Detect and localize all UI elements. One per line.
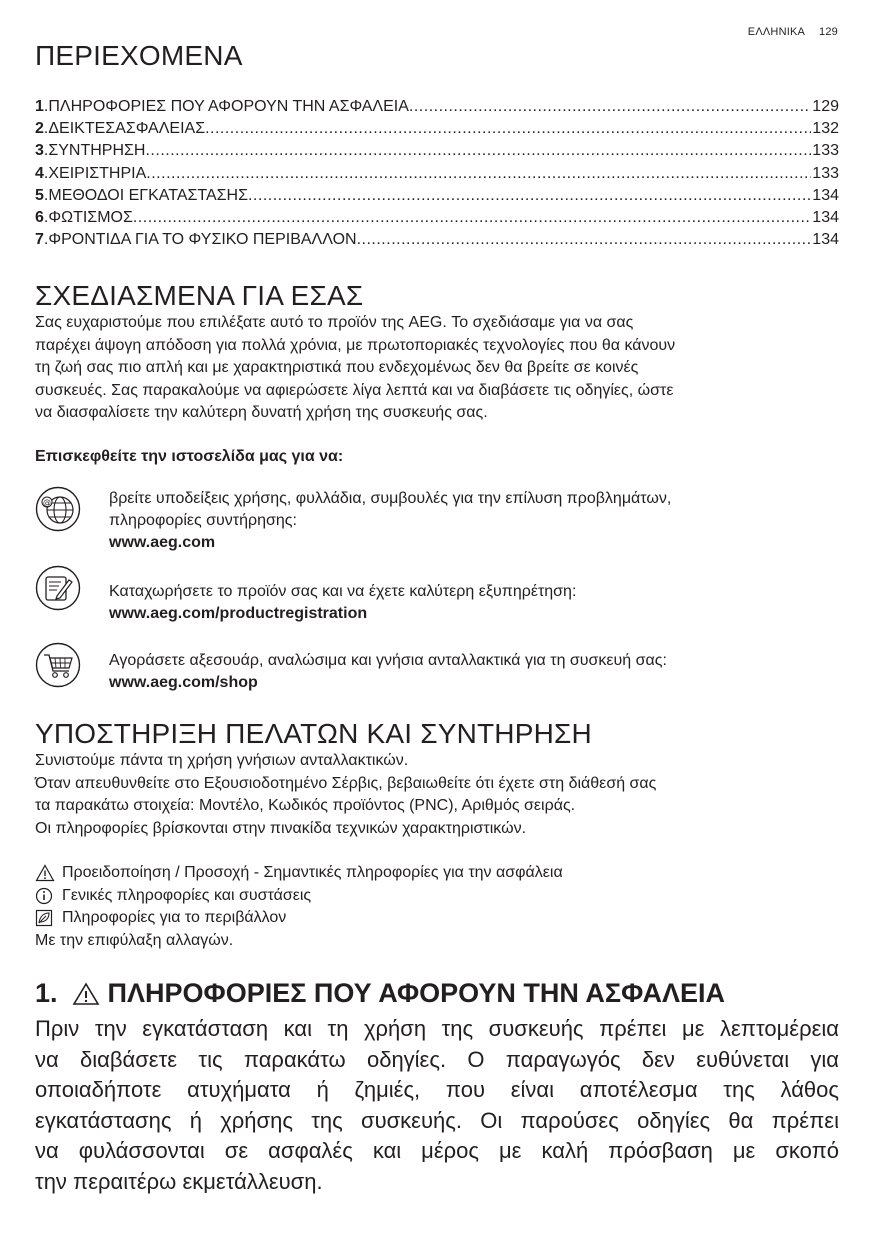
toc-item-label: ΣΥΝΤΗΡΗΣΗ [48, 142, 146, 160]
toc-item[interactable] [35, 207, 839, 229]
safety-line: να φυλάσσονται σε ασφαλές και μέρος με καλή πρόσβαση με σκοπό [35, 1138, 839, 1163]
designed-line: Σας ευχαριστούμε που επιλέξατε αυτό το προϊόν της AEG. Το σχεδιάσαμε για να σας [35, 314, 634, 331]
shopping-cart-icon [35, 642, 81, 688]
visit-item-registration [35, 565, 835, 622]
support-line: Συνιστούμε πάντα τη χρήση γνήσιων ανταλλακτικών. [35, 752, 409, 769]
designed-paragraph [35, 312, 675, 425]
toc-item-number: 3 [35, 142, 44, 160]
toc-item-label: ΔΕΙΚΤΕΣΑΣΦΑΛΕΙΑΣ [48, 120, 206, 138]
visit-line: πληροφορίες συντήρησης: [109, 512, 297, 529]
toc-item-number: 2 [35, 120, 44, 138]
safety-line: την περαιτέρω εκμετάλλευση. [35, 1168, 323, 1194]
toc-title: ΠΕΡΙΕΧΟΜΕΝΑ [35, 40, 243, 71]
table-of-contents [35, 96, 839, 251]
page-header [748, 26, 838, 38]
toc-item-page: 134 [812, 208, 839, 226]
toc-item-page: 133 [812, 164, 839, 182]
support-footer: Με την επιφύλαξη αλλαγών. [35, 931, 234, 949]
toc-item[interactable] [35, 118, 839, 140]
toc-item-page: 134 [812, 231, 839, 249]
toc-item-page: 129 [812, 98, 839, 115]
legend-row [35, 885, 563, 908]
toc-item-number: 5 [35, 186, 44, 204]
toc-item-number: 6 [35, 208, 44, 226]
toc-item-separator: . [43, 98, 49, 115]
toc-item-label: ΜΕΘΟΔΟΙ ΕΓΚΑΤΑΣΤΑΣΗΣ [48, 186, 248, 204]
safety-section-title [35, 978, 725, 1009]
visit-line: Καταχωρήσετε το προϊόν σας και να έχετε καλύτερη εξυπηρέτηση: [109, 583, 577, 600]
toc-item-separator: . [43, 142, 49, 160]
info-icon [35, 887, 55, 905]
toc-leader [133, 207, 811, 229]
toc-item-separator: . [43, 164, 49, 182]
safety-section-heading: ΠΛΗΡΟΦΟΡΙΕΣ ΠΟΥ ΑΦΟΡΟΥΝ ΤΗΝ ΑΣΦΑΛΕΙΑ [107, 978, 726, 1008]
link-product-registration[interactable]: www.aeg.com/productregistration [109, 605, 368, 622]
safety-line: να διαβάσετε τις παρακάτω οδηγίες. Ο παραγωγός δεν ευθύνεται για [35, 1046, 839, 1072]
toc-item-page: 133 [812, 142, 839, 160]
toc-item-label: ΦΩΤΙΣΜΟΣ [48, 208, 133, 226]
link-aeg-com[interactable]: www.aeg.com [109, 534, 216, 551]
legend-text: Πληροφορίες για το περιβάλλον [62, 909, 287, 926]
legend-row [35, 907, 563, 930]
toc-item-separator: . [43, 120, 49, 138]
toc-leader [146, 163, 811, 185]
toc-item-number: 4 [35, 164, 44, 182]
visit-line: βρείτε υποδείξεις χρήσης, φυλλάδια, συμβουλές για την επίλυση προβλημάτων, [109, 490, 672, 507]
designed-line: τη ζωή σας πιο απλή και με χαρακτηριστικά που ενδεχομένως δεν θα βρείτε σε κοινές [35, 359, 639, 376]
visit-item-shop [35, 642, 835, 692]
safety-line: οποιαδήποτε ατυχήματα ή ζημιές, που είναι αποτέλεσμα της λάθος [35, 1077, 839, 1102]
link-shop[interactable]: www.aeg.com/shop [109, 674, 258, 691]
visit-line: Αγοράσετε αξεσουάρ, αναλώσιμα και γνήσια ανταλλακτικά για τη συσκευή σας: [109, 652, 667, 669]
toc-item[interactable] [35, 163, 839, 185]
toc-item-separator: . [43, 231, 49, 249]
support-title: ΥΠΟΣΤΗΡΙΞΗ ΠΕΛΑΤΩΝ ΚΑΙ ΣΥΝΤΗΡΗΣΗ [35, 718, 592, 749]
toc-item[interactable] [35, 229, 839, 251]
safety-intro [35, 1014, 839, 1197]
symbol-legend [35, 862, 563, 952]
header-language: ΕΛΛΗΝΙΚΑ [747, 26, 806, 38]
environment-icon [35, 909, 55, 927]
designed-line: να διασφαλίσετε την καλύτερη δυνατή χρήση της συσκευής σας. [35, 404, 488, 421]
toc-item-separator: . [43, 186, 49, 204]
support-line: Οι πληροφορίες βρίσκονται στην πινακίδα τεχνικών χαρακτηριστικών. [35, 819, 527, 837]
toc-item-page: 132 [812, 120, 839, 138]
legend-text: Γενικές πληροφορίες και συστάσεις [62, 886, 312, 904]
safety-line: εγκατάστασης ή χρήσης της συσκευής. Οι παρούσες οδηγίες θα πρέπει [35, 1107, 839, 1133]
warning-icon [35, 864, 55, 882]
visit-text [109, 650, 667, 694]
toc-item[interactable] [35, 96, 839, 118]
toc-leader [248, 185, 811, 207]
toc-leader [145, 140, 811, 162]
toc-item[interactable] [35, 185, 839, 207]
legend-row [35, 862, 563, 885]
toc-item-page: 134 [812, 186, 839, 204]
safety-section-number: 1. [35, 978, 58, 1008]
toc-leader [357, 229, 812, 251]
designed-line: συσκευές. Σας παρακαλούμε να αφιερώσετε λίγα λεπτά και να διαβάσετε τις οδηγίες, ώστε [35, 381, 674, 399]
visit-text [109, 581, 576, 625]
toc-item-number: 1 [35, 98, 44, 115]
header-page-number: 129 [819, 26, 838, 38]
support-paragraph [35, 750, 656, 840]
safety-line: Πριν την εγκατάσταση και τη χρήση της συσκευής πρέπει με λεπτομέρεια [35, 1016, 839, 1041]
visit-item-support [35, 486, 835, 556]
designed-title: ΣΧΕΔΙΑΣΜΕΝΑ ΓΙΑ ΕΣΑΣ [35, 280, 364, 311]
toc-item-label: ΧΕΙΡΙΣΤΗΡΙΑ [48, 164, 147, 182]
globe-icon [35, 486, 81, 532]
toc-item-number: 7 [35, 231, 44, 249]
visit-heading: Επισκεφθείτε την ιστοσελίδα μας για να: [35, 448, 344, 465]
legend-text: Προειδοποίηση / Προσοχή - Σημαντικές πληροφορίες για την ασφάλεια [62, 864, 563, 881]
warning-icon [72, 982, 100, 1006]
registration-icon [35, 565, 81, 611]
toc-item-label: ΠΛΗΡΟΦΟΡΙΕΣ ΠΟΥ ΑΦΟΡΟΥΝ ΤΗΝ ΑΣΦΑΛΕΙΑ [48, 98, 409, 115]
support-line: τα παρακάτω στοιχεία: Μοντέλο, Κωδικός προϊόντος (PNC), Αριθμός σειράς. [35, 797, 576, 814]
toc-item[interactable] [35, 140, 839, 162]
toc-item-separator: . [43, 208, 49, 226]
toc-leader [205, 118, 811, 140]
support-line: Όταν απευθυνθείτε στο Εξουσιοδοτημένο Σέρβις, βεβαιωθείτε ότι έχετε στη διάθεσή σας [35, 774, 657, 792]
toc-item-label: ΦΡΟΝΤΙΔΑ ΓΙΑ ΤΟ ΦΥΣΙΚΟ ΠΕΡΙΒΑΛΛΟΝ [48, 231, 357, 249]
toc-leader [409, 96, 811, 118]
designed-line: παρέχει άψογη απόδοση για πολλά χρόνια, με πρωτοποριακές τεχνολογίες που θα κάνουν [35, 336, 676, 354]
svg-text:@: @ [43, 498, 51, 507]
visit-text [109, 488, 671, 554]
